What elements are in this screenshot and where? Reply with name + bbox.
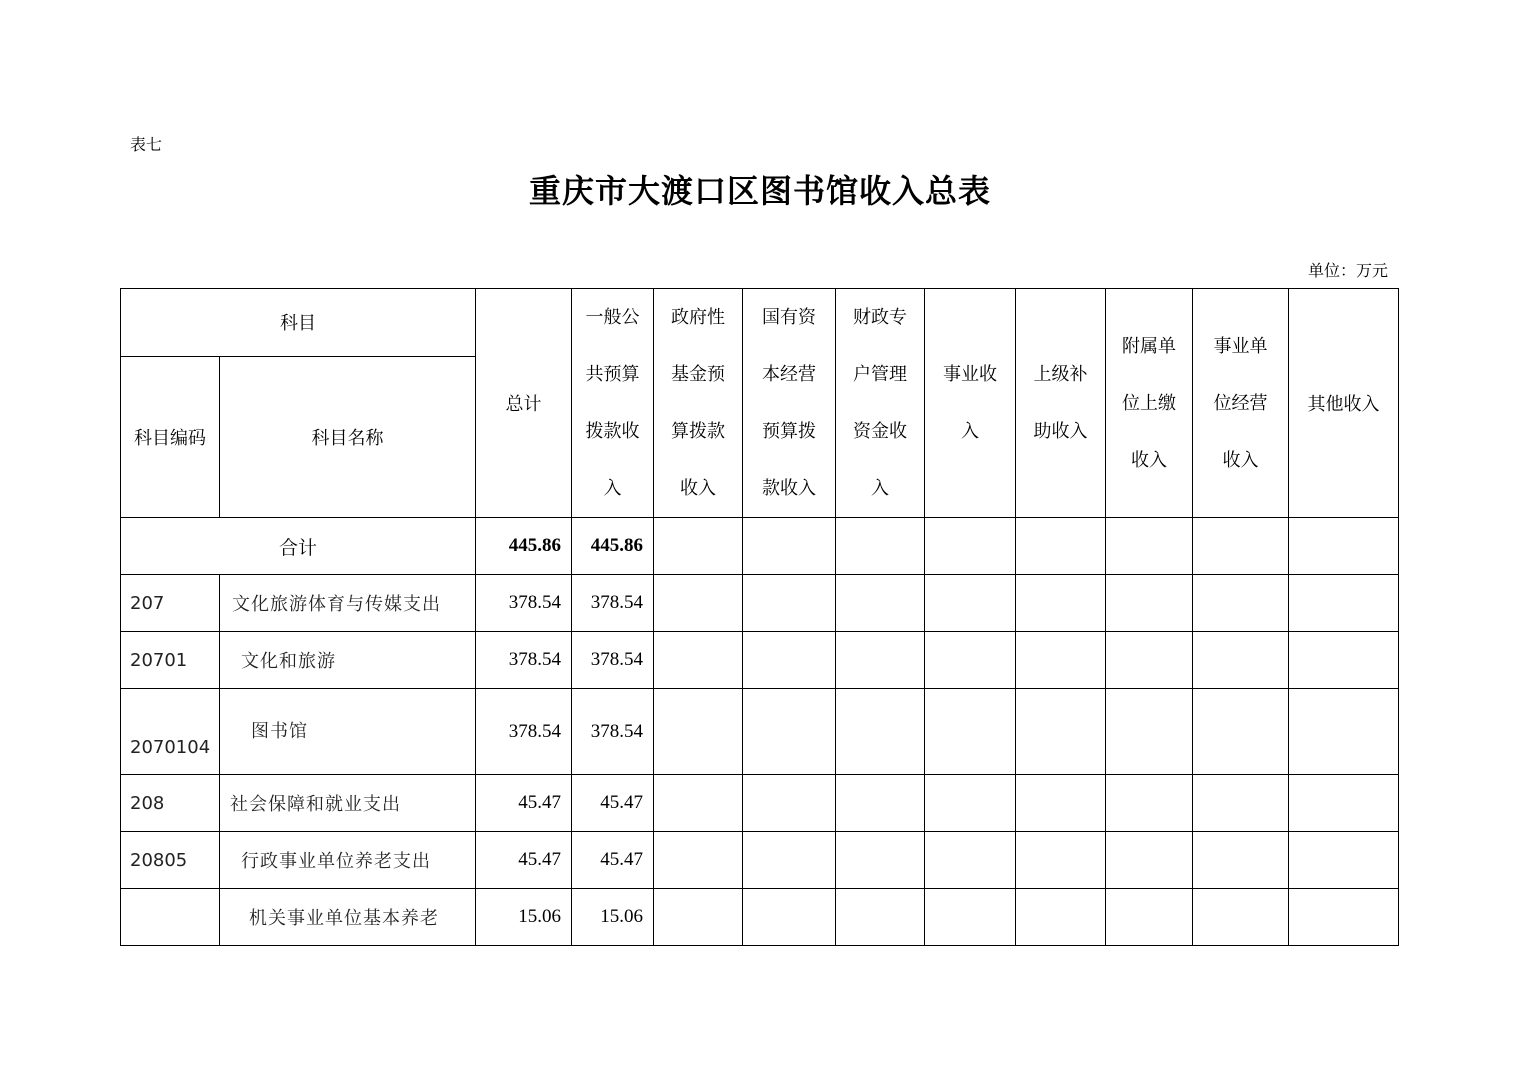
income-table (120, 288, 1399, 946)
header-total: 总计 (476, 289, 572, 518)
summary-row (121, 518, 1399, 575)
table-row: 机关事业单位基本养老 15.06 15.06 (121, 889, 1399, 946)
table-row: 207 文化旅游体育与传媒支出 378.54 378.54 (121, 575, 1399, 632)
table-number-label: 表七 (130, 135, 163, 154)
header-subject: 科目 (121, 289, 476, 357)
summary-total: 445.86 (476, 518, 572, 575)
header-name: 科目名称 (220, 356, 476, 517)
unit-label: 单位：万元 (1307, 261, 1388, 280)
header-other: 其他收入 (1289, 289, 1399, 518)
table-row: 2070104 图书馆 378.54 378.54 (121, 689, 1399, 775)
table-row: 20701 文化和旅游 378.54 378.54 (121, 632, 1399, 689)
header-superior-subsidy: 上级补 助收入 (1016, 289, 1106, 518)
header-business-income: 事业收 入 (925, 289, 1016, 518)
header-general-budget: 一般公 共预算 拨款收 入 (572, 289, 654, 518)
header-affiliated: 附属单 位上缴 收入 (1106, 289, 1193, 518)
table-row: 20805 行政事业单位养老支出 45.47 45.47 (121, 832, 1399, 889)
summary-label: 合计 (121, 518, 476, 575)
header-fiscal-account: 财政专 户管理 资金收 入 (836, 289, 925, 518)
header-state-capital: 国有资 本经营 预算拨 款收入 (743, 289, 836, 518)
page-title: 重庆市大渡口区图书馆收入总表 (528, 172, 991, 210)
header-gov-fund: 政府性 基金预 算拨款 收入 (654, 289, 743, 518)
header-operating: 事业单 位经营 收入 (1193, 289, 1289, 518)
header-code: 科目编码 (121, 356, 220, 517)
table-row: 208 社会保障和就业支出 45.47 45.47 (121, 775, 1399, 832)
summary-general: 445.86 (572, 518, 654, 575)
